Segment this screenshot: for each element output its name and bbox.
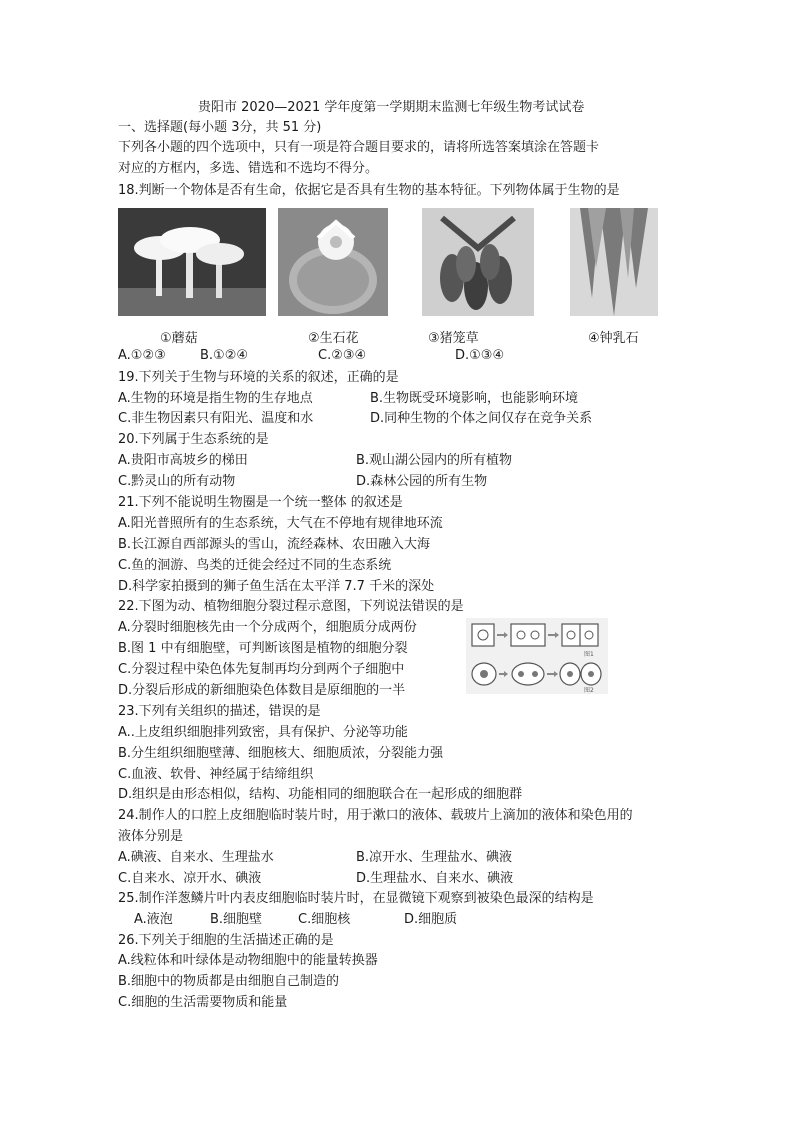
q23-option-a: A..上皮组织细胞排列致密，具有保护、分泌等功能 [118,725,408,740]
q25-stem: 25.制作洋葱鳞片叶内表皮细胞临时装片时，在显微镜下观察到被染色最深的结构是 [118,891,594,906]
q22-stem: 22.下图为动、植物细胞分裂过程示意图，下列说法错误的是 [118,599,464,614]
q25-option-b: B.细胞壁 [210,912,263,927]
q18-caption-1: ①蘑菇 [160,331,198,346]
q18-stem: 18.判断一个物体是否有生命，依据它是否具有生物的基本特征。下列物体属于生物的是 [118,183,620,198]
q23-option-c: C.血液、软骨、神经属于结缔组织 [118,767,314,782]
q26-option-c: C.细胞的生活需要物质和能量 [118,995,288,1010]
q19-stem: 19.下列关于生物与环境的关系的叙述，正确的是 [118,370,399,385]
cell-division-figure [466,618,608,694]
q24-option-b: B.凉开水、生理盐水、碘液 [356,850,513,865]
section-heading: 一、选择题(每小题 3分，共 51 分) [118,120,322,135]
q20-option-c: C.黔灵山的所有动物 [118,474,236,489]
q18-option-b: B.①②④ [200,348,249,363]
figure-1-label: 图1 [584,651,594,658]
q20-option-a: A.贵阳市高坡乡的梯田 [118,453,248,468]
q26-option-b: B.细胞中的物质都是由细胞自己制造的 [118,974,340,989]
instruction-line-1: 下列各小题的四个选项中，只有一项是符合题目要求的，请将所选答案填涂在答题卡 [118,140,600,155]
exam-title: 贵阳市 2020—2021 学年度第一学期期末监测七年级生物考试试卷 [198,100,585,115]
q24-option-c: C.自来水、凉开水、碘液 [118,871,262,886]
q24-option-a: A.碘液、自来水、生理盐水 [118,850,274,865]
q24-option-d: D.生理盐水、自来水、碘液 [356,871,514,886]
q23-option-b: B.分生组织细胞壁薄、细胞核大、细胞质浓，分裂能力强 [118,746,444,761]
q24-stem: 24.制作人的口腔上皮细胞临时装片时，用于漱口的液体、载玻片上滴加的液体和染色用的 [118,808,633,823]
q26-option-a: A.线粒体和叶绿体是动物细胞中的能量转换器 [118,953,378,968]
mushroom-photo [118,208,266,316]
q20-stem: 20.下列属于生态系统的是 [118,432,269,447]
q21-option-a: A.阳光普照所有的生态系统，大气在不停地有规律地环流 [118,516,443,531]
q26-stem: 26.下列关于细胞的生活描述正确的是 [118,933,334,948]
q19-option-c: C.非生物因素只有阳光、温度和水 [118,411,314,426]
q18-option-c: C.②③④ [318,348,367,363]
q23-option-d: D.组织是由形态相似，结构、功能相同的细胞联合在一起形成的细胞群 [118,787,523,802]
q18-caption-4: ④钟乳石 [588,331,639,346]
q19-option-a: A.生物的环境是指生物的生存地点 [118,391,313,406]
q25-option-a: A.液泡 [134,912,173,927]
figure-2-label: 图2 [584,687,594,694]
instruction-line-2: 对应的方框内，多选、错选和不选均不得分。 [118,161,379,176]
q21-option-b: B.长江源自西部源头的雪山，流经森林、农田融入大海 [118,537,431,552]
pitcher-plant-photo [422,208,534,316]
q18-option-d: D.①③④ [455,348,505,363]
q25-option-d: D.细胞质 [404,912,458,927]
q22-option-b: B.图 1 中有细胞壁，可判断该图是植物的细胞分裂 [118,641,408,656]
q22-option-c: C.分裂过程中染色体先复制再均分到两个子细胞中 [118,662,405,677]
q24-stem-continued: 液体分别是 [118,829,184,844]
q18-caption-2: ②生石花 [308,331,359,346]
q25-option-c: C.细胞核 [298,912,351,927]
stalactite-photo [570,208,658,316]
q21-stem: 21.下列不能说明生物圈是一个统一整体 的叙述是 [118,495,403,510]
q20-option-b: B.观山湖公园内的所有植物 [356,453,513,468]
q23-stem: 23.下列有关组织的描述，错误的是 [118,704,321,719]
q21-option-d: D.科学家拍摄到的狮子鱼生活在太平洋 7.7 千米的深处 [118,579,435,594]
lithops-photo [278,208,388,316]
q19-option-d: D.同种生物的个体之间仅存在竞争关系 [370,411,593,426]
q20-option-d: D.森林公园的所有生物 [356,474,488,489]
q21-option-c: C.鱼的洄游、鸟类的迁徙会经过不同的生态系统 [118,558,392,573]
q19-option-b: B.生物既受环境影响，也能影响环境 [370,391,579,406]
q22-option-a: A.分裂时细胞核先由一个分成两个，细胞质分成两份 [118,620,417,635]
q18-image-row [118,208,658,318]
q22-option-d: D.分裂后形成的新细胞染色体数目是原细胞的一半 [118,683,406,698]
q18-caption-3: ③猪笼草 [428,331,479,346]
q18-option-a: A.①②③ [118,348,166,363]
